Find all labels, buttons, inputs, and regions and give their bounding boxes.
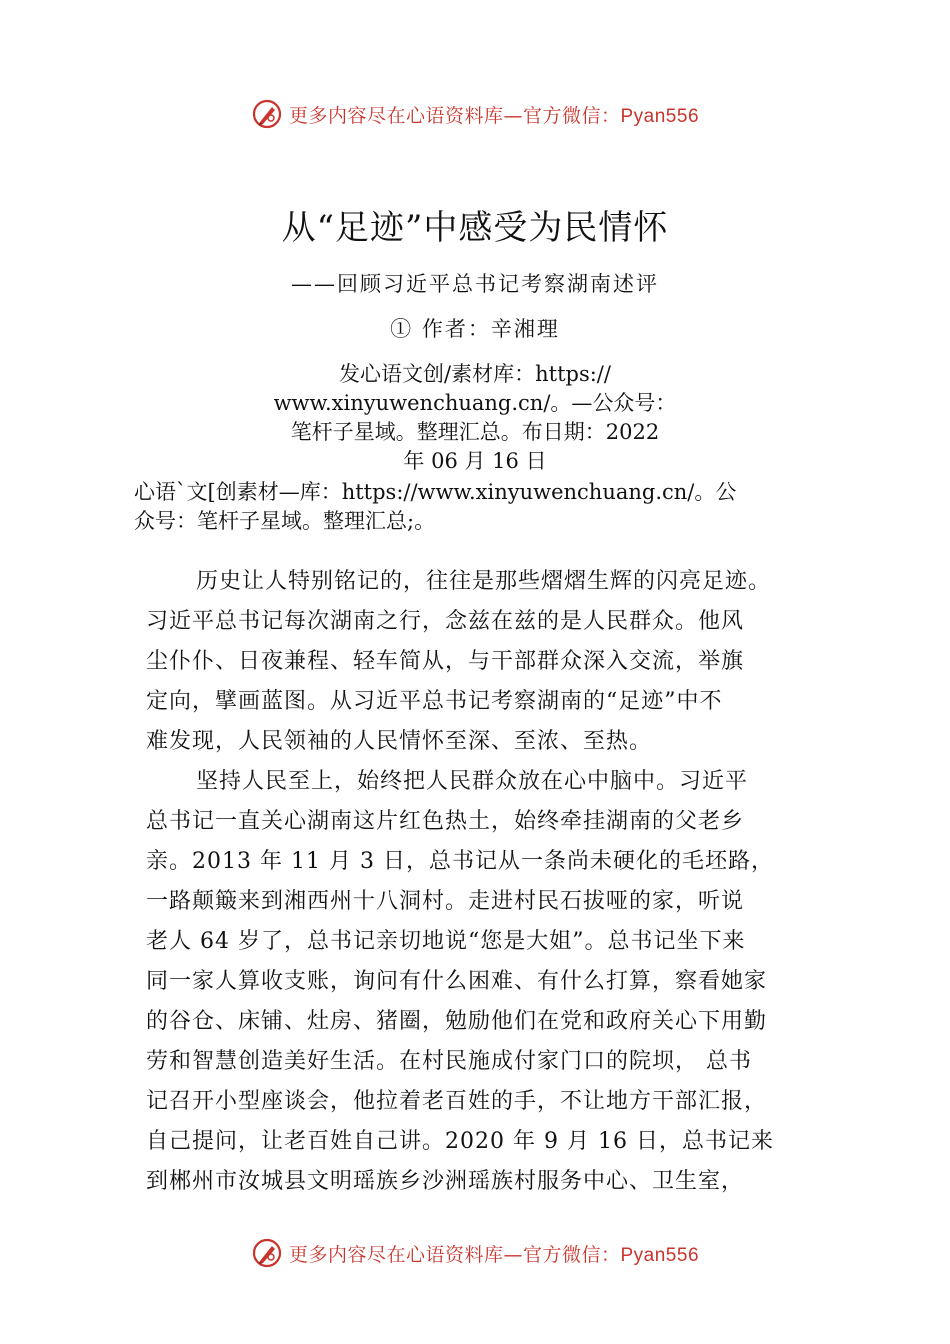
pen-logo-icon (251, 1237, 283, 1269)
body-line: 总书记一直关心湖南这片红色热土，始终牵挂湖南的父老乡 (146, 809, 745, 834)
banner-text (289, 1240, 699, 1267)
header-banner (0, 92, 950, 136)
meta-line: 心语`文[创素材—库：https://www.xinyuwenchuang.cn/。公 (134, 480, 737, 504)
meta-line: 发心语文创/素材库：https:// (339, 362, 611, 386)
body-line: 坚持人民至上，始终把人民群众放在心中脑中。习近平 (196, 769, 749, 794)
body-line: 自己提问，让老百姓自己讲。2020 年 9 月 16 日，总书记来 (146, 1129, 774, 1154)
article-body (146, 562, 818, 1202)
meta-left-block (134, 478, 834, 536)
body-line: 记召开小型座谈会，他拉着老百姓的手，不让地方干部汇报， (146, 1089, 768, 1114)
meta-line: www.xinyuwenchuang.cn/。—公众号： (273, 391, 677, 415)
body-line: 习近平总书记每次湖南之行，念兹在兹的是人民群众。他风 (146, 609, 745, 634)
banner-wechat-id: Pyan556 (620, 105, 700, 127)
banner-main-text: 更多内容尽在心语资料库 (288, 104, 504, 127)
body-line: 亲。2013 年 11 月 3 日，总书记从一条尚未硬化的毛坯路， (146, 849, 774, 874)
body-line: 定向，擘画蓝图。从习近平总书记考察湖南的“足迹”中不 (146, 689, 723, 714)
meta-line: 笔杆子星域。整理汇总。布日期：2022 (290, 420, 660, 444)
body-line: 同一家人算收支账，询问有什么困难、有什么打算，察看她家 (146, 969, 768, 994)
body-line: 尘仆仆、日夜兼程、轻车简从，与干部群众深入交流，举旗 (146, 649, 745, 674)
banner-wechat-id: Pyan556 (620, 1244, 700, 1266)
banner-wechat-label: 官方微信： (522, 104, 621, 127)
banner-text (289, 101, 699, 128)
body-line: 劳和智慧创造美好生活。在村民施成付家门口的院坝， 总书 (146, 1049, 752, 1074)
body-line: 到郴州市汝城县文明瑶族乡沙洲瑶族村服务中心、卫生室， (146, 1169, 745, 1194)
banner-wechat-label: 官方微信： (522, 1243, 621, 1266)
body-line: 的谷仓、床铺、灶房、猪圈，勉励他们在党和政府关心下用勤 (146, 1009, 768, 1034)
body-line: 老人 64 岁了，总书记亲切地说“您是大姐”。总书记坐下来 (146, 929, 746, 954)
paragraph-1 (146, 562, 818, 762)
meta-line: 众号：笔杆子星域。整理汇总;。 (134, 509, 436, 533)
body-line: 难发现，人民领袖的人民情怀至深、至浓、至热。 (146, 729, 653, 754)
paragraph-2 (146, 762, 818, 1202)
footer-banner (0, 1231, 950, 1275)
article-author: ① 作者：辛湘理 (390, 317, 560, 341)
meta-line: 年 06 月 16 日 (403, 449, 547, 473)
banner-dash: — (503, 104, 523, 127)
body-line: 历史让人特别铭记的，往往是那些熠熠生辉的闪亮足迹。 (196, 569, 772, 594)
article-subtitle: ——回顾习近平总书记考察湖南述评 (291, 272, 659, 296)
meta-centered-block (150, 360, 800, 476)
banner-dash: — (503, 1243, 523, 1266)
body-line: 一路颠簸来到湘西州十八洞村。走进村民石拔哑的家，听说 (146, 889, 745, 914)
article-title: 从“足迹”中感受为民情怀 (281, 208, 669, 248)
pen-logo-icon (251, 98, 283, 130)
banner-main-text: 更多内容尽在心语资料库 (288, 1243, 504, 1266)
